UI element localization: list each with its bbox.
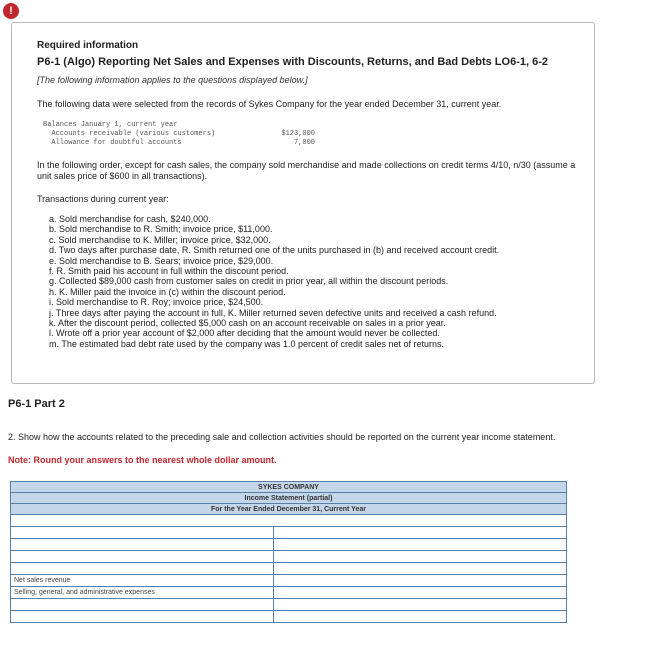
statement-row <box>11 611 567 623</box>
statement-row <box>11 599 567 611</box>
transaction-item: d. Two days after purchase date, R. Smith returned one of the units purchased in (b) and received account credit. <box>49 245 500 256</box>
statement-label-select[interactable] <box>11 527 274 539</box>
statement-amount-input[interactable] <box>274 527 567 539</box>
statement-amount-input[interactable] <box>274 611 567 623</box>
rounding-note <box>8 455 277 465</box>
statement-row <box>11 551 567 563</box>
order-paragraph: In the following order, except for cash sales, the company sold merchandise and made collections on credit terms 4/10, n/30 (assume a unit sales price of $600 in all transactions). <box>37 160 576 181</box>
note-text: Round your answers to the nearest whole dollar amount. <box>33 455 277 465</box>
part-title: P6-1 Part 2 <box>8 398 65 410</box>
applies-note: [The following information applies to the questions displayed below.] <box>37 75 308 85</box>
net-sales-revenue-label: Net sales revenue <box>11 575 274 587</box>
statement-label-select[interactable] <box>11 551 274 563</box>
transaction-item: b. Sold merchandise to R. Smith; invoice price, $11,000. <box>49 224 273 235</box>
balance-amount: 7,000 <box>293 139 315 147</box>
required-information-label: Required information <box>37 40 139 51</box>
note-label: Note: <box>8 455 31 465</box>
transaction-item: g. Collected $89,000 cash from customer sales on credit in prior year, all within the discount periods. <box>49 276 449 287</box>
transaction-item: j. Three days after paying the account in full, K. Miller returned seven defective units and received a cash refund. <box>49 307 497 318</box>
transaction-item: l. Wrote off a prior year account of $2,000 after deciding that the amount would never be collected. <box>49 328 440 339</box>
statement-period: For the Year Ended December 31, Current Year <box>11 504 567 515</box>
statement-row <box>11 575 567 587</box>
intro-text: The following data were selected from the records of Sykes Company for the year ended December 31, current year. <box>37 99 502 109</box>
transaction-item: c. Sold merchandise to K. Miller; invoice price, $32,000. <box>49 234 271 245</box>
statement-amount-input[interactable] <box>274 551 567 563</box>
problem-title: P6-1 (Algo) Reporting Net Sales and Expenses with Discounts, Returns, and Bad Debts LO6-1, 6-2 <box>37 56 548 68</box>
statement-amount-input[interactable] <box>274 539 567 551</box>
statement-title: Income Statement (partial) <box>11 493 567 504</box>
statement-label-select[interactable] <box>11 539 274 551</box>
transaction-item: m. The estimated bad debt rate used by the company was 1.0 percent of credit sales net of returns. <box>49 338 445 349</box>
alert-icon: ! <box>3 3 19 19</box>
statement-spacer-row <box>11 515 567 527</box>
transaction-item: i. Sold merchandise to R. Roy; invoice price, $24,500. <box>49 297 264 308</box>
transaction-item: f. R. Smith paid his account in full within the discount period. <box>49 266 289 277</box>
sga-expenses-label: Selling, general, and administrative expenses <box>11 587 274 599</box>
statement-row <box>11 587 567 599</box>
statement-label-select[interactable] <box>11 563 274 575</box>
transaction-item: e. Sold merchandise to B. Sears; invoice price, $29,000. <box>49 255 274 266</box>
balance-label: Accounts receivable (various customers) <box>43 130 216 138</box>
statement-amount-input[interactable] <box>274 563 567 575</box>
statement-row <box>11 527 567 539</box>
transaction-item: h. K. Miller paid the invoice in (c) within the discount period. <box>49 286 286 297</box>
statement-row <box>11 563 567 575</box>
balance-amount: $123,000 <box>281 130 315 138</box>
statement-label-select[interactable] <box>11 599 274 611</box>
transaction-item: k. After the discount period, collected $5,000 cash on an account receivable on sales in a prior year. <box>49 318 446 329</box>
statement-label-select[interactable] <box>11 611 274 623</box>
transaction-item: a. Sold merchandise for cash, $240,000. <box>49 214 211 224</box>
statement-company: SYKES COMPANY <box>11 482 567 493</box>
balance-label: Allowance for doubtful accounts <box>43 139 182 147</box>
transactions-list <box>49 214 499 349</box>
net-sales-revenue-input[interactable] <box>274 575 567 587</box>
balance-label: Balances January 1, current year <box>43 121 178 129</box>
question-text: 2. Show how the accounts related to the preceding sale and collection activities should be reported on the current year income statement. <box>8 432 556 442</box>
transactions-heading: Transactions during current year: <box>37 194 169 204</box>
statement-row <box>11 539 567 551</box>
required-information-box <box>11 22 595 384</box>
statement-amount-input[interactable] <box>274 599 567 611</box>
income-statement-table <box>10 481 567 623</box>
sga-expenses-input[interactable] <box>274 587 567 599</box>
